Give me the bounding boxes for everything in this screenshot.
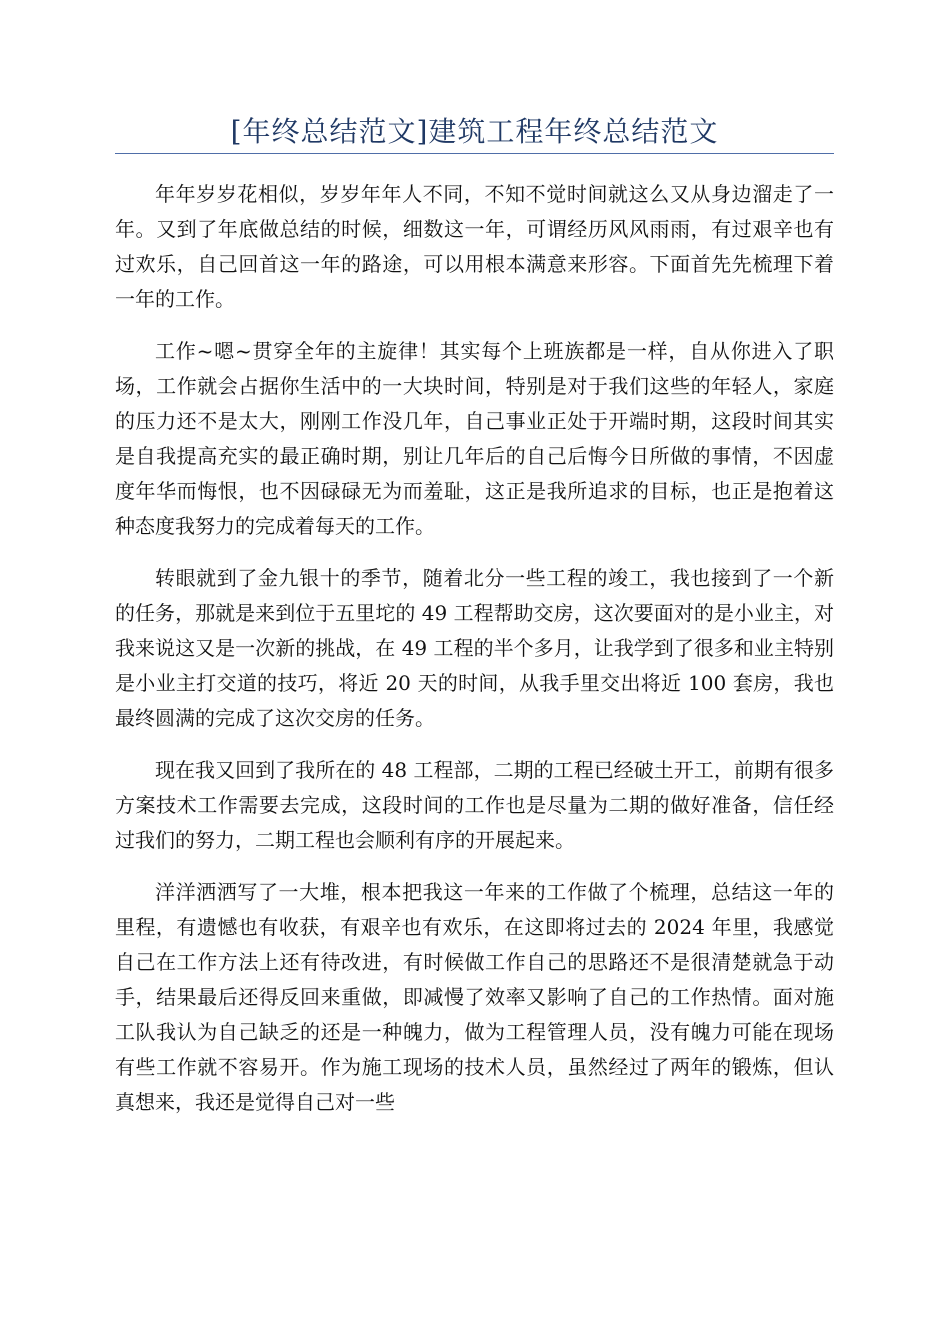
document-body — [115, 177, 834, 1137]
paragraph-5: 洋洋洒洒写了一大堆，根本把我这一年来的工作做了个梳理，总结这一年的里程，有遗憾也有收获，有艰辛也有欢乐，在这即将过去的 2024 年里，我感觉自己在工作方法上还有待改进，有时候做工作自己的思路还不是很清楚就急于动手，结果最后还得反回来重做，即减慢了效率又影响了自己的工作热情。面对施工队我认为自己缺乏的还是一种魄力，做为工程管理人员，没有魄力可能在现场有些工作就不容易开。作为施工现场的技术人员，虽然经过了两年的锻炼，但认真想来，我还是觉得自己对一些 — [115, 880, 834, 1114]
paragraph-3: 转眼就到了金九银十的季节，随着北分一些工程的竣工，我也接到了一个新的任务，那就是来到位于五里坨的 49 工程帮助交房，这次要面对的是小业主，对我来说这又是一次新的挑战，在 49 工程的半个多月，让我学到了很多和业主特别是小业主打交道的技巧，将近 20 天的时间，从我手里交出将近 100 套房，我也最终圆满的完成了这次交房的任务。 — [115, 566, 834, 730]
paragraph-4: 现在我又回到了我所在的 48 工程部，二期的工程已经破土开工，前期有很多方案技术工作需要去完成，这段时间的工作也是尽量为二期的做好准备，信任经过我们的努力，二期工程也会顺利有序的开展起来。 — [115, 758, 834, 852]
paragraph-1: 年年岁岁花相似，岁岁年年人不同，不知不觉时间就这么又从身边溜走了一年。又到了年底做总结的时候，细数这一年，可谓经历风风雨雨，有过艰辛也有过欢乐，自己回首这一年的路途，可以用根本满意来形容。下面首先先梳理下着一年的工作。 — [115, 182, 834, 311]
paragraph-2: 工作~嗯~贯穿全年的主旋律！其实每个上班族都是一样，自从你进入了职场，工作就会占据你生活中的一大块时间，特别是对于我们这些的年轻人，家庭的压力还不是太大，刚刚工作没几年，自己事业正处于开端时期，这段时间其实是自我提高充实的最正确时期，别让几年后的自己后悔今日所做的事情，不因虚度年华而悔恨，也不因碌碌无为而羞耻，这正是我所追求的目标，也正是抱着这种态度我努力的完成着每天的工作。 — [115, 339, 834, 538]
title-underline — [115, 153, 834, 154]
document-title: [年终总结范文]建筑工程年终总结范文 — [230, 115, 719, 148]
